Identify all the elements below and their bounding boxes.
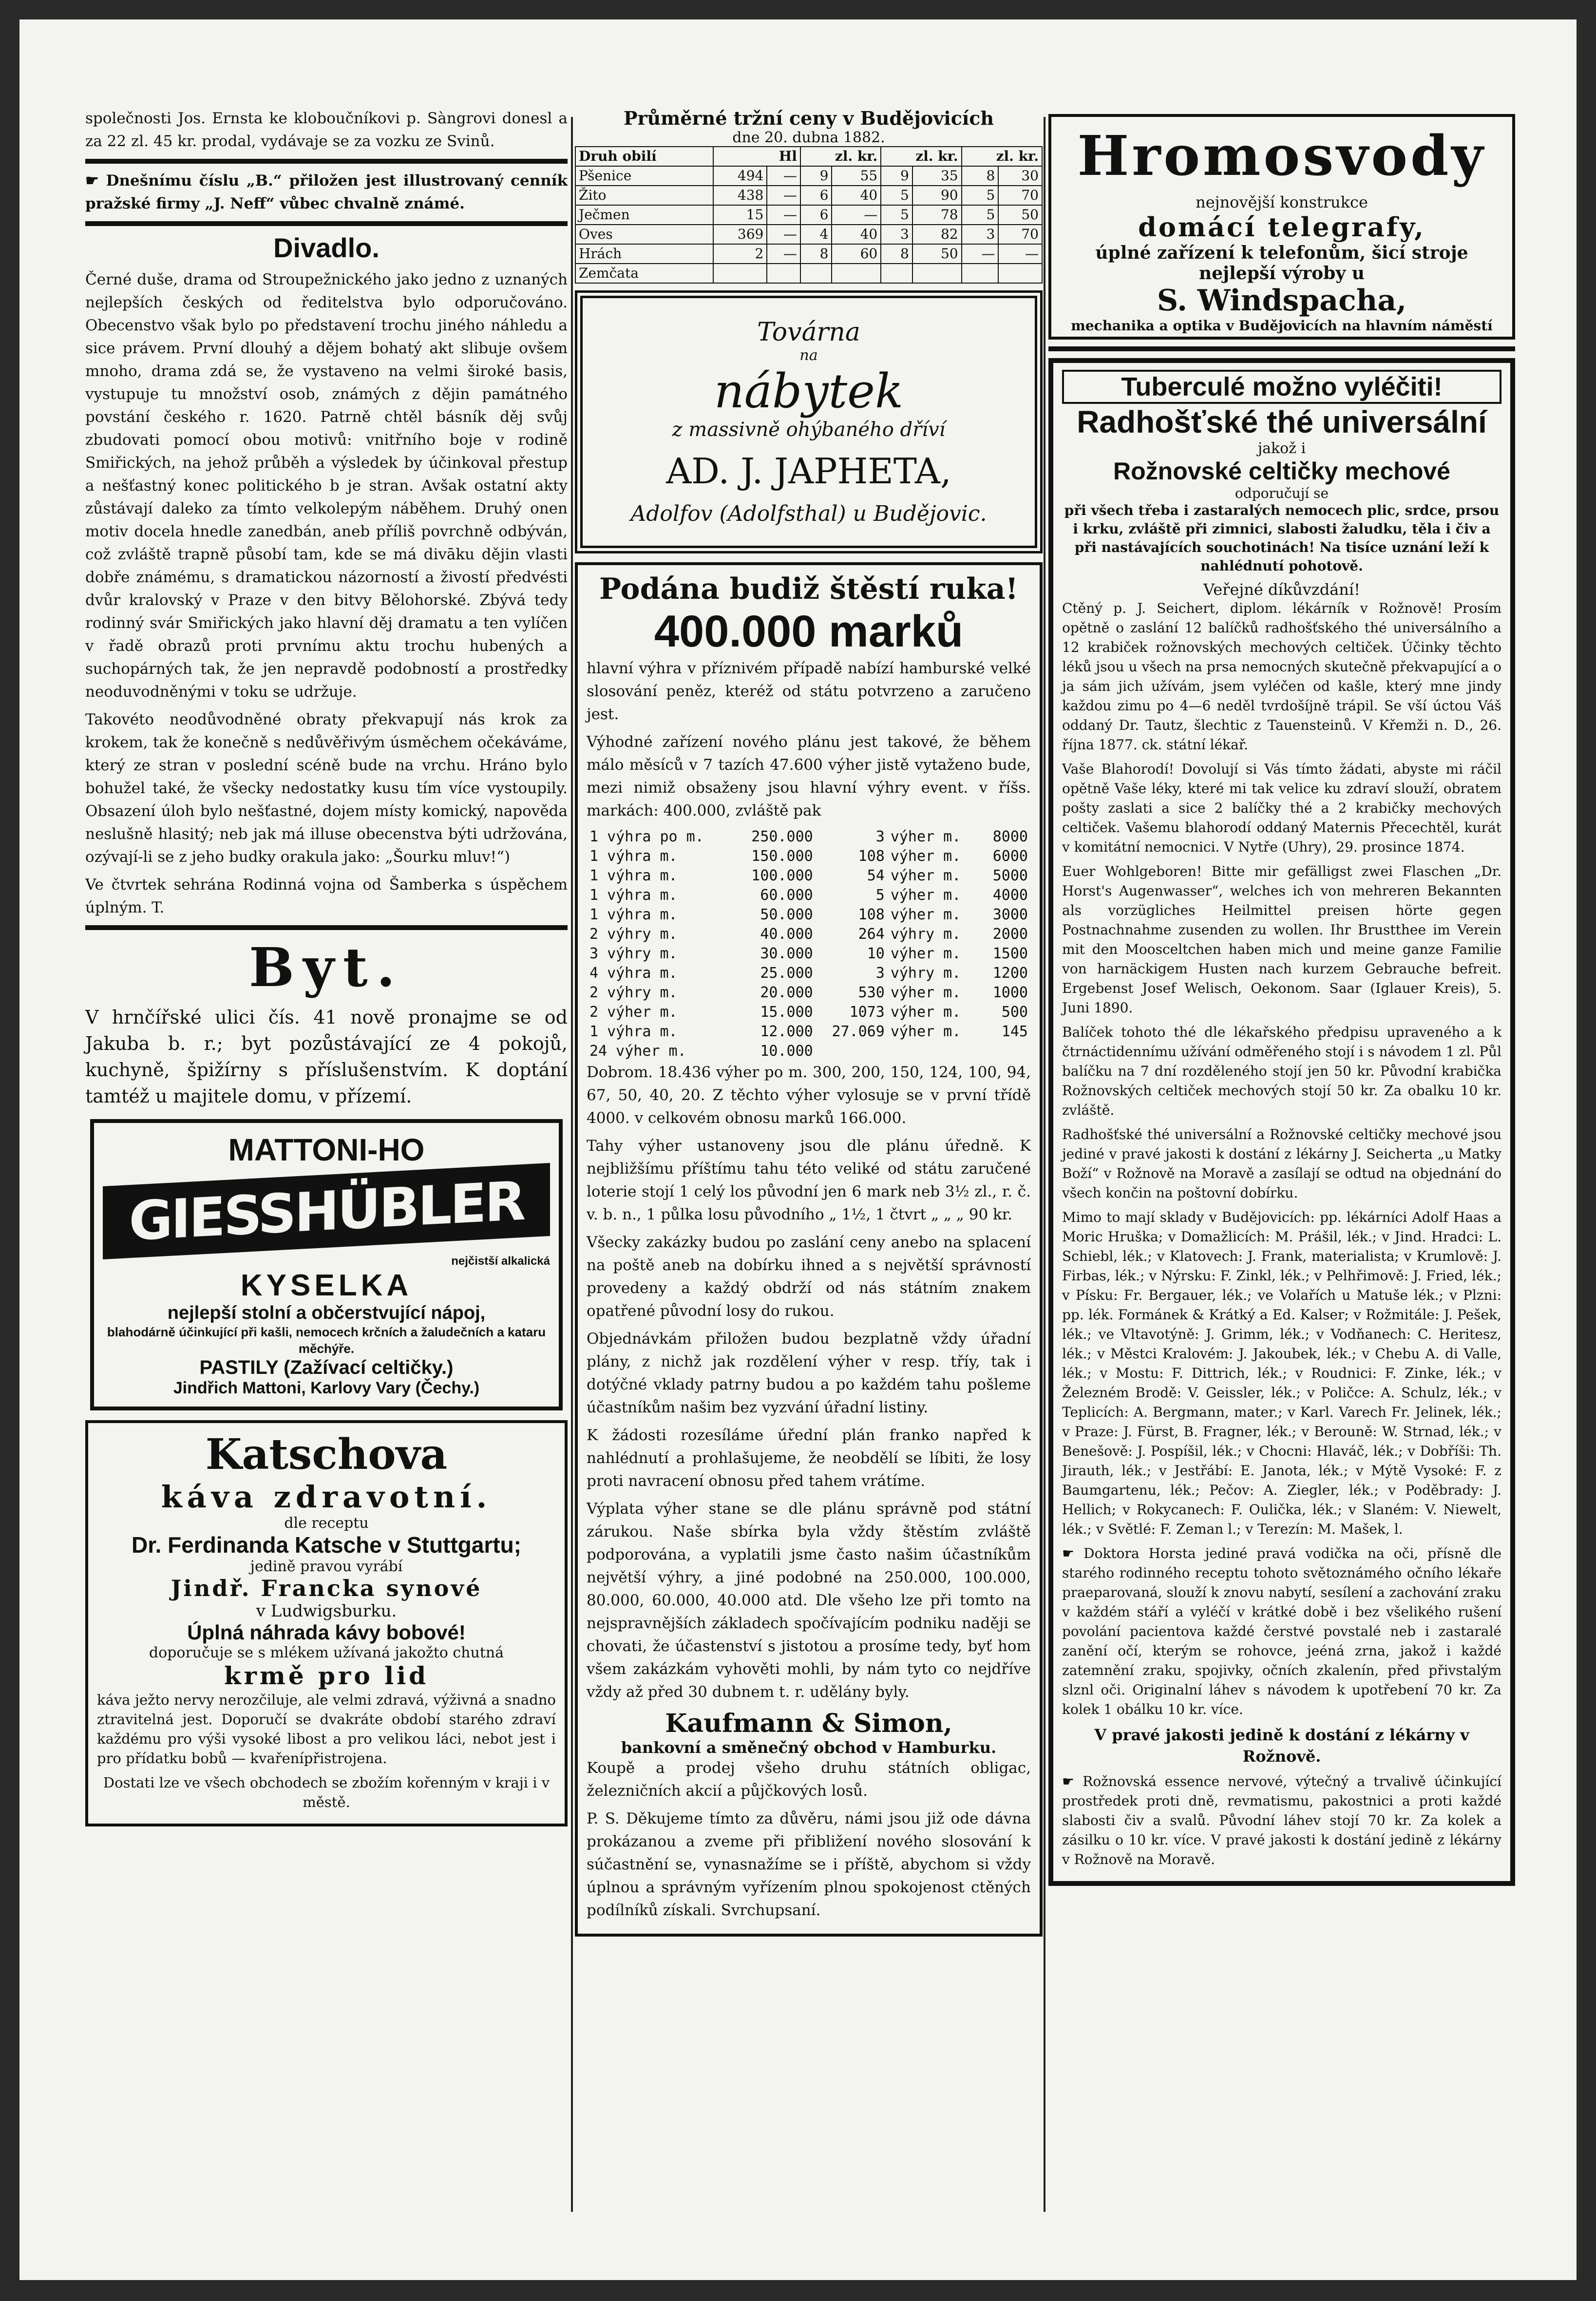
tea-uses: při všech třeba i zastaralých nemocech plic, srdce, prsou i krku, zvláště při zimnici, slabosti žaludku, těla i čiv a při nastávajících souchotinách! Na tisíce uznání leží k nahlédnutí pohotově. xyxy=(1064,502,1500,574)
market-cell: 6 xyxy=(800,186,832,205)
japheta-na: na xyxy=(799,347,818,364)
prize-cell: 108 xyxy=(858,848,885,865)
market-row xyxy=(575,244,1042,264)
prize-cell xyxy=(816,1042,888,1061)
prize-cell: 3000 xyxy=(992,906,1028,923)
market-cell: 8 xyxy=(962,166,999,186)
lightning-telephone: úplné zařízení k telefonům, šicí stroje nejlepší výroby u xyxy=(1095,243,1468,284)
lightning-ad xyxy=(1048,114,1515,340)
prize-cell: 8000 xyxy=(992,828,1028,845)
tea-genuine: Radhošťské thé universální a Rožnovské celtičky mechové jsou jediné v pravé jakosti k dostání z lékárny J. Seicherta „u Matky Boží“ v Rožnově na Moravě a zasílají se odtud na objednání do všech končin na poštovní dobírku. xyxy=(1062,1126,1501,1201)
lottery-p1: Tahy výher ustanoveny jsou dle plánu úředně. K nejbližšímu příštímu tahu této veliké od státu zaručené loterie stojí 1 celý los původní jen 6 mark neb 3½ zl., r. č. v. b. n., 1 půlka losu původního „ 1½, 1 čtvrt „ „ „ 90 kr. xyxy=(587,1137,1031,1223)
prize-cell: 27.069 xyxy=(832,1023,885,1040)
market-cell: 5 xyxy=(962,186,999,205)
market-cell xyxy=(767,264,800,283)
prize-cell: 1000 xyxy=(992,984,1028,1001)
prize-row xyxy=(587,983,1031,1003)
tea-roznov: V pravé jakosti jedině k dostání z lékárny v Rožnově. xyxy=(1094,1726,1469,1766)
katsch-city: v Ludwigsburku. xyxy=(256,1601,397,1621)
theatre-paragraph-1: Černé duše, drama od Stroupežnického jako jedno z uznaných nejlepších českých od ředitelstva bylo odporučováno. Obecenstvo však bylo po představení trochu jiného náhledu a sice právem. První dlouhý a dějem bohatý akt slibuje ovšem mnoho, drama zdá se, že vystaveno na velmi široké basis, vystupuje tu množství osob, známých z dějin památného povstání českého r. 1620. Patrně chtěl básník děj svůj zbudovati pomocí obou motivů: vnitřního boje v rodině Smiřických, na jehož průběh a výsledek by účinkoval přestup a nešťastný konec politického b je stran. Avšak ostatní akty zůstávají daleko za tímto velkolepým náběhem. Druhý onen motiv docela hnedle zanedbán, aneb příliš povrchně odbýván, což zvláště trapně působí tam, kde se má divāku dějin vlasti dobře známému, s dramatickou názorností a živostí předvésti dvůr kralovský v Praze v den bitvy Bělohorské. Zbývá tedy rodinný svár Smiřických jako hlavní děj dramatu a ten vylíčen v řadě obrazů proti prvnímu aktu trochu hubených a suchopárných tak, že jen nepravdě podobností a prostředky neoduvodněnými v toku se udržuje. xyxy=(85,271,568,701)
lottery-firm-desc: bankovní a směnečný obchod v Hamburku. xyxy=(621,1738,997,1757)
prize-cell: 3 xyxy=(875,965,885,982)
lottery-rest: Dobrom. 18.436 výher po m. 300, 200, 150, 124, 100, 94, 67, 50, 40, 20. Z těchto výher vylosuje se v první třídě 4000. v celkovém obnosu marků 166.000. xyxy=(587,1064,1031,1127)
market-col-header: zl. kr. xyxy=(962,147,1042,166)
market-cell: 78 xyxy=(912,205,962,225)
prize-row xyxy=(587,1042,1031,1061)
market-cell: 3 xyxy=(962,225,999,244)
market-cell xyxy=(998,264,1042,283)
prize-cell: 3 xyxy=(875,828,885,845)
katsch-subtitle: káva zdravotní. xyxy=(161,1479,492,1515)
tea-letter-3: Euer Wohlgeboren! Bitte mir gefälligst zwei Flaschen „Dr. Horst's Augenwasser“, welches ich von mehreren Bekannten als vorzügliches Heilmittel preisen hörte gegen Postnachnahme zusenden zu wollen. Ihr Brustthee im Verein mit den Moosceltchen haben mich und meine ganze Familie von harnäckigem Husten nach kurzem Gebrauche befreit. Ergebenst Josef Welisch, Oekonom. Saar (Iglauer Kreis), 5. Juni 1890. xyxy=(1062,863,1501,1016)
prize-cell: 4 výhra m. xyxy=(589,965,678,982)
lightning-title: Hromosvody xyxy=(1077,124,1486,188)
katsch-use: doporučuje se s mlékem užívaná jakožto chutná xyxy=(149,1644,504,1661)
prize-cell: 1 výhra m. xyxy=(589,867,678,884)
prize-cell: 1073 xyxy=(849,1004,885,1021)
katsch-replacement: Úplná náhrada kávy bobové! xyxy=(187,1621,466,1644)
prize-cell: 30.000 xyxy=(760,945,813,962)
lottery-amount: 400.000 marků xyxy=(654,607,964,656)
notice-catalogue: ☛ Dnešnímu číslu „B.“ přiložen jest illustrovaný cenník pražské firmy „J. Neff“ vůbec chvalně známé. xyxy=(85,172,568,212)
market-cell: — xyxy=(767,186,800,205)
prize-cell: 264 xyxy=(858,926,885,943)
prize-cell: 530 xyxy=(858,984,885,1001)
lottery-p4: K žádosti rozesíláme úřední plán franko napřed k nahlédnutí a prohlašujeme, že neobdělí se líbiti, že losy proti navracení obnosu před tahem vrátíme. xyxy=(587,1426,1031,1490)
prize-cell: 12.000 xyxy=(760,1023,813,1040)
radhost-tea-ad xyxy=(1048,358,1515,1886)
prize-cell: 5000 xyxy=(992,867,1028,884)
prize-cell: 5 xyxy=(875,887,885,904)
lightning-address: mechanika a optika v Budějovicích na hlavním náměstí xyxy=(1071,318,1493,334)
theatre-heading: Divadlo. xyxy=(273,232,380,263)
market-cell: 9 xyxy=(881,166,912,186)
prize-cell: výher m. xyxy=(890,1004,961,1021)
market-row xyxy=(575,225,1042,244)
theatre-paragraph-3: Ve čtvrtek sehrána Rodinná vojna od Šamberka s úspěchem úplným. T. xyxy=(85,876,568,916)
prize-cell: 25.000 xyxy=(760,965,813,982)
katsch-maker: Jindř. Francka synové xyxy=(171,1575,482,1601)
prize-cell: 54 xyxy=(867,867,885,884)
theatre-paragraph-2: Takovéto neodůvodněné obraty překvapují nás krok za krokem, tak že konečně s nedůvěřivým úsměchem očekáváme, který ze stran v poslední scéně bude na vrchu. Hráno bylo bohužel také, že všecky nedostatky kusu tím více vystoupily. Obsazení úloh bylo nešťastné, dojem místy komický, napověda neslušně hlasitý; neb jak má illuse obecenstva býti udržována, ozývají-li se z jeho budky orakula jako: „Šourku mluv!“) xyxy=(85,711,568,866)
prize-cell: 145 xyxy=(1001,1023,1028,1040)
lottery-firm: Kaufmann & Simon, xyxy=(665,1709,952,1738)
prize-cell: 40.000 xyxy=(760,926,813,943)
lottery-headline: Podána budiž štěstí ruka! xyxy=(599,572,1018,606)
column-right xyxy=(1048,107,1515,1893)
market-cell: 494 xyxy=(713,166,767,186)
flat-ad-text: V hrnčířské ulici čís. 41 nově pronajme se od Jakuba b. r.; byt pozůstávající ze 4 pokojů, kuchyně, špižírny s příslušenstvím. K doptání tamtéž u majitele domu, v přízemí. xyxy=(85,1007,568,1107)
rule xyxy=(1048,346,1515,351)
japheta-factory: Továrna xyxy=(757,318,860,347)
prize-row xyxy=(587,847,1031,866)
prize-cell: 250.000 xyxy=(751,828,813,845)
japheta-name: AD. J. JAPHETA, xyxy=(666,451,951,492)
prize-row xyxy=(587,944,1031,964)
market-cell xyxy=(912,264,962,283)
tea-essence: ☛ Rožnovská essence nervové, výtečný a trvalivě účinkující prostředek proti dně, revmatismu, pakostnici a proti každé slabosti čiv a svalů. Původní láhev stojí 70 kr. Za kolek a zásilku o 10 kr. více. V pravé jakosti k dostání jedině z lékárny v Rožnově na Moravě. xyxy=(1062,1773,1501,1867)
katsch-food: krmě pro lid xyxy=(224,1661,429,1690)
market-cell: 15 xyxy=(713,205,767,225)
prize-cell: 24 výher m. xyxy=(589,1043,686,1060)
katsch-recipe: dle receptu xyxy=(284,1515,369,1532)
prize-cell: 3 výhry m. xyxy=(589,945,678,962)
market-cell: 82 xyxy=(912,225,962,244)
lottery-p3: Objednávkám přiložen budou bezplatně vždy úřadní plány, z nichž jak rozdělení výher v resp. tříy, tak i dotýčné vklady patrny budou a po každém tahu pošleme účastníkům našim bez vyzvání úřadní listiny. xyxy=(587,1330,1031,1416)
rule xyxy=(85,159,568,164)
flat-ad-title: Byt. xyxy=(249,936,404,999)
prize-cell: 1 výhra po m. xyxy=(589,828,704,845)
market-cell: 55 xyxy=(832,166,881,186)
market-col-header: zl. kr. xyxy=(881,147,961,166)
japheta-place: Adolfov (Adolfsthal) u Budějovic. xyxy=(630,501,987,526)
lottery-prize-table xyxy=(587,827,1031,1061)
katsch-text: káva ježto nervy nerozčiluje, ale velmi zdravá, výživná a snadno ztravitelná jest. Doporučí se dvakráte období starého zdraví každému pro výši vysoké libost a pro velikou láci, nebot jest i pro přídatku bobů — kvařenípřistrojena. xyxy=(97,1692,556,1767)
tea-also: jakož i xyxy=(1257,440,1306,457)
prize-cell: 100.000 xyxy=(751,867,813,884)
market-cell: — xyxy=(832,205,881,225)
prize-cell: 1500 xyxy=(992,945,1028,962)
market-cell: — xyxy=(767,166,800,186)
prize-cell: 2 výher m. xyxy=(589,1004,678,1021)
lightning-construction: nejnovější konstrukce xyxy=(1196,193,1368,211)
prize-cell: výhry m. xyxy=(890,926,961,943)
prize-cell: 1 výhra m. xyxy=(589,848,678,865)
prize-row xyxy=(587,964,1031,983)
katsch-doctor: Dr. Ferdinanda Katsche v Stuttgartu; xyxy=(131,1532,521,1558)
market-cell: 3 xyxy=(881,225,912,244)
market-cell: 5 xyxy=(881,186,912,205)
japheta-furniture: nábytek xyxy=(714,364,904,418)
prize-cell: 1200 xyxy=(992,965,1028,982)
prize-cell: 1 výhra m. xyxy=(589,906,678,923)
market-cell: Žito xyxy=(575,186,713,205)
prize-row xyxy=(587,1022,1031,1042)
mattoni-slogan: nejlepší stolní a občerstvující nápoj, xyxy=(167,1303,486,1323)
katsch-maker-line: jedině pravou vyrábí xyxy=(250,1558,403,1575)
prize-cell xyxy=(888,1042,981,1061)
prize-cell: 2 výhry m. xyxy=(589,926,678,943)
market-cell: 6 xyxy=(800,205,832,225)
market-cell: 60 xyxy=(832,244,881,264)
mattoni-kyselka: KYSELKA xyxy=(240,1269,413,1302)
tea-horst: ☛ Doktora Horsta jediné pravá vodička na oči, přísně dle starého rodinného receptu tohoto světoznámého očního lékaře praeparovaná, slouží k znovu nabytí, sesílení a zachování zraku v každém stáří a vyléčí v krátké době i bez všelikého rušení povolání pacientova každé čerstvé povstalé neb i zastaralé zanění očí, kterým se rohovce, jeéná zrna, jakož i každé zatemnění zraku, spojivky, očních zkalenín, před přivstalým slznl oči. Originalní láhev s návodem k upotřebení 70 kr. Za kolek 1 obálku 10 kr. více. xyxy=(1062,1545,1501,1717)
column-middle xyxy=(575,107,1043,1943)
katsch-title: Katschova xyxy=(205,1430,448,1479)
market-row xyxy=(575,186,1042,205)
lottery-intro: hlavní výhra v příznivém případě nabízí hamburské velké slosování peněz, kteréž od státu potvrzeno a zaručeno jest. xyxy=(587,660,1031,723)
market-cell xyxy=(713,264,767,283)
lightning-windspach: S. Windspacha, xyxy=(1157,284,1407,318)
lottery-p5: Výplata výher stane se dle plánu správně pod státní zárukou. Naše sbírka byla vždy štěstím zvláště podporována, a vyplatili jsme často našim účastníkům největší výhry, a jiné podobné na 250.000, 100.000, 80.000, 60.000, 40.000 atd. Dle všeho lze při tomto na nejspravnějších základech spočívajícím podniku naději se chovati, že účastenství s jistotou a prosíme tedy, byť hom všem zakázkám vyhověti mohli, by nám tyto co nejdříve vždy až před 30 dubnem t. r. udělány byly. xyxy=(587,1500,1031,1701)
market-cell: Ječmen xyxy=(575,205,713,225)
market-cell: 438 xyxy=(713,186,767,205)
market-row xyxy=(575,166,1042,186)
prize-cell: 2 výhry m. xyxy=(589,984,678,1001)
tea-candies: Rožnovské celtičky mechové xyxy=(1113,457,1450,485)
lightning-telegraph: domácí telegrafy, xyxy=(1138,211,1425,243)
prize-cell: 2000 xyxy=(992,926,1028,943)
market-cell: 5 xyxy=(962,205,999,225)
giesshubler-logo: GIESSHÜBLER xyxy=(103,1163,550,1259)
prize-cell: 50.000 xyxy=(760,906,813,923)
market-cell: Hrách xyxy=(575,244,713,264)
market-cell: 40 xyxy=(832,186,881,205)
prize-cell: 10 xyxy=(867,945,885,962)
prize-cell: výher m. xyxy=(890,848,961,865)
market-cell: Oves xyxy=(575,225,713,244)
market-cell xyxy=(962,264,999,283)
market-prices-date: dne 20. dubna 1882. xyxy=(732,129,885,146)
market-cell: — xyxy=(767,244,800,264)
lottery-ad xyxy=(575,562,1043,1937)
mattoni-ad xyxy=(90,1119,563,1410)
mattoni-pastilles: PASTILY (Zažívací celtičky.) xyxy=(199,1357,454,1378)
mattoni-brand: MATTONI-HO xyxy=(228,1132,425,1167)
market-cell: — xyxy=(998,244,1042,264)
prize-cell: výher m. xyxy=(890,867,961,884)
tea-letter-1: Ctěný p. J. Seichert, diplom. lékárník v Rožnově! Prosím opětně o zaslání 12 balíčků radhošťského thé universálního a 12 krabiček rožnovských mechových celtiček. Účinky těchto léků jsou u všech na prsa nemocných skutečně překvapující a o ja sám jich užívám, jsem vyléčen od kašle, který mne jindy každou zimu po 4—6 neděl tvrdošíjně trápil. Se vší úctou Váš oddaný Dr. Tautz, šlechtic z Tauensteinů. V Křemži n. D., 26. října 1877. ck. státní lékař. xyxy=(1062,600,1501,753)
prize-row xyxy=(587,1003,1031,1022)
prize-cell xyxy=(981,1042,1031,1061)
rule xyxy=(85,221,568,226)
tea-title: Radhošťské thé universální xyxy=(1077,404,1487,439)
katsch-shops: Dostati lze ve všech obchodech se zbožím kořenným v kraji i v městě. xyxy=(103,1774,550,1810)
market-cell xyxy=(800,264,832,283)
market-cell: — xyxy=(767,225,800,244)
market-cell: 70 xyxy=(998,186,1042,205)
mattoni-signature: Jindřich Mattoni, Karlovy Vary (Čechy.) xyxy=(173,1379,480,1397)
prize-cell: výher m. xyxy=(890,945,961,962)
market-col-header: Hl xyxy=(713,147,800,166)
market-row xyxy=(575,264,1042,283)
market-cell: 35 xyxy=(912,166,962,186)
mattoni-effects: blahodárně účinkující při kašli, nemocech krčních a žaludečních a kataru měchýře. xyxy=(107,1325,546,1356)
prize-cell: 150.000 xyxy=(751,848,813,865)
market-cell: 369 xyxy=(713,225,767,244)
japheta-material: z massivně ohýbaného dříví xyxy=(672,418,946,441)
prize-cell: 6000 xyxy=(992,848,1028,865)
prize-cell: 20.000 xyxy=(760,984,813,1001)
mattoni-purest: nejčistší alkalická xyxy=(451,1255,550,1268)
market-cell: 50 xyxy=(912,244,962,264)
market-cell: Pšenice xyxy=(575,166,713,186)
prize-row xyxy=(587,866,1031,886)
market-cell: 70 xyxy=(998,225,1042,244)
prize-cell: výher m. xyxy=(890,984,961,1001)
prize-cell: výher m. xyxy=(890,1023,961,1040)
market-cell: 90 xyxy=(912,186,962,205)
market-row xyxy=(575,205,1042,225)
lottery-ps: P. S. Děkujeme tímto za důvěru, námi jsou již ode dávna prokázanou a zveme při přibližení nového slosování k súčastnění se, vynasnažíme se i příště, abychom si vždy úplnou a správným vyřízením plnou spokojenost ctěných podílníků získali. Svrchupsaní. xyxy=(587,1810,1031,1919)
market-cell: 2 xyxy=(713,244,767,264)
column-rule-left xyxy=(571,117,573,2212)
market-prices-title: Průměrné tržní ceny v Budějovicích xyxy=(623,107,994,129)
japheta-furniture-ad xyxy=(575,290,1043,553)
prize-cell: 15.000 xyxy=(760,1004,813,1021)
prize-cell: 1 výhra m. xyxy=(589,887,678,904)
tuberculosis-headline: Tuberculé možno vyléčiti! xyxy=(1062,370,1501,404)
market-cell: 30 xyxy=(998,166,1042,186)
prize-cell: výhry m. xyxy=(890,965,961,982)
prize-cell: 1 výhra m. xyxy=(589,1023,678,1040)
prize-cell: výher m. xyxy=(890,906,961,923)
prize-cell: 4000 xyxy=(992,887,1028,904)
market-cell xyxy=(832,264,881,283)
prize-cell: 108 xyxy=(858,906,885,923)
market-col-header: Druh obilí xyxy=(575,147,713,166)
market-cell: 50 xyxy=(998,205,1042,225)
market-cell: 8 xyxy=(881,244,912,264)
market-cell: — xyxy=(962,244,999,264)
market-prices-table xyxy=(575,146,1043,284)
market-cell: 8 xyxy=(800,244,832,264)
market-cell: 40 xyxy=(832,225,881,244)
lottery-p2: Všecky zakázky budou po zaslání ceny anebo na splacení na poště aneb na dobírku ihned a s největší správností provedeny a každý obdrží od nás státním znakem opatřené původní losy do rukou. xyxy=(587,1234,1031,1320)
prize-cell: výher m. xyxy=(890,887,961,904)
prize-row xyxy=(587,925,1031,944)
prize-cell: 10.000 xyxy=(760,1043,813,1060)
newspaper-sheet xyxy=(19,19,1577,2280)
prize-cell: výher m. xyxy=(890,828,961,845)
tea-thanks-heading: Veřejné díkůvzdání! xyxy=(1203,580,1360,599)
prize-row xyxy=(587,886,1031,905)
prize-cell: 500 xyxy=(1001,1004,1028,1021)
market-col-header: zl. kr. xyxy=(800,147,881,166)
column-rule-right xyxy=(1044,117,1045,2212)
katsch-coffee-ad xyxy=(85,1420,568,1826)
tea-letter-2: Vaše Blahorodí! Dovolují si Vás tímto žádati, abyste mi ráčil opětně Vaše léky, které mi tak velice ku zdraví slouží, obratem pošty zaslati a sice 2 balíčky thé a 2 krabičky mechových celtiček. Vašemu blahorodí oddaný Maternis Přecechtěl, kurát v komitátní nemocnici. V Nytře (Uhry), 29. prosince 1874. xyxy=(1062,761,1501,855)
lottery-p6: Koupě a prodej všeho druhu státních obligac, železničních akcií a půjčkových losů. xyxy=(587,1759,1031,1800)
market-cell: — xyxy=(767,205,800,225)
market-cell: 9 xyxy=(800,166,832,186)
tea-price: Balíček tohoto thé dle lékařského předpisu upraveného a k čtrnáctidennímu užívání odměřeného stojí i s návodem 1 zl. Půl balíčku na 7 dní rozděleného stojí jen 50 kr. Původní krabička Rožnovských celtiček mechových stojí 50 kr. Za obalku 10 kr. zvláště. xyxy=(1062,1024,1501,1118)
market-cell xyxy=(881,264,912,283)
lottery-plan: Výhodné zařízení nového plánu jest takové, že během málo měsíců v 7 tazích 47.600 výher jistě vytaženo bude, mezi nimiž obsaženy jsou hlavní výhry event. v říšs. markách: 400.000, zvláště pak xyxy=(587,733,1031,819)
tea-depots: Mimo to mají sklady v Budějovicích: pp. lékárníci Adolf Haas a Moric Hruška; v Domažlicích: M. Prášil, lék.; v Jind. Hradci: L. Schiebl, lék.; v Klatovech: J. Frank, materialista; v Krumlově: J. Firbas, lék.; v Nýrsku: F. Zinkl, lék.; v Pelhřimově: J. Fried, lék.; v Písku: Fr. Bergauer, lék.; ve Volařích u Matuše lék.; v Plzni: pp. lék. Formánek & Krátký a Ed. Kalser; v Rožmitále: J. Pešek, lék.; ve Vltavotýně: J. Grimm, lék.; v Vodňanech: C. Heritesz, lék.; v Městci Kralovém: J. Jakoubek, lék.; v Chebu A. di Valle, lék.; v Mostu: F. Dittrich, lék.; v Roudnici: F. Zinke, lék.; v Železném Brodě: V. Geissler, lék.; v Poličce: A. Schulz, lék.; v Teplicích: A. Bergmann, mater.; v Karl. Varech Fr. Jelinek, lék.; v Praze: J. Fürst, B. Fragner, lék.; v Berouně: W. Strnad, lék.; v Benešově: J. Pospíšil, lék.; v Chocni: Hlaváč, lék.; v Dobříši: Th. Jirauth, lék.; v Jestřábí: E. Janota, lék.; v Mýtě Vysoké: F. z Baumgartenu, lék.; Pečov: A. Ziegler, lék.; v Poděbrady: J. Hellich; v Rokycanech: F. Oulička, lék.; v Slaném: V. Niewelt, lék.; v Světlé: F. Zeman l.; v Terezín: M. Mašek, l. xyxy=(1062,1209,1501,1537)
tea-recommended: odporučují se xyxy=(1235,485,1329,501)
prize-row xyxy=(587,827,1031,847)
prize-row xyxy=(587,905,1031,925)
market-cell: 4 xyxy=(800,225,832,244)
prize-cell: 60.000 xyxy=(760,887,813,904)
news-hat-factory: společnosti Jos. Ernsta ke kloboučníkovi p. Sàngrovi donesl a za 22 zl. 45 kr. prodal, vydávaje se za vozku ze Svinů. xyxy=(85,110,568,150)
rule xyxy=(85,925,568,930)
market-cell: 5 xyxy=(881,205,912,225)
column-left xyxy=(85,107,568,1833)
market-cell: Zemčata xyxy=(575,264,713,283)
